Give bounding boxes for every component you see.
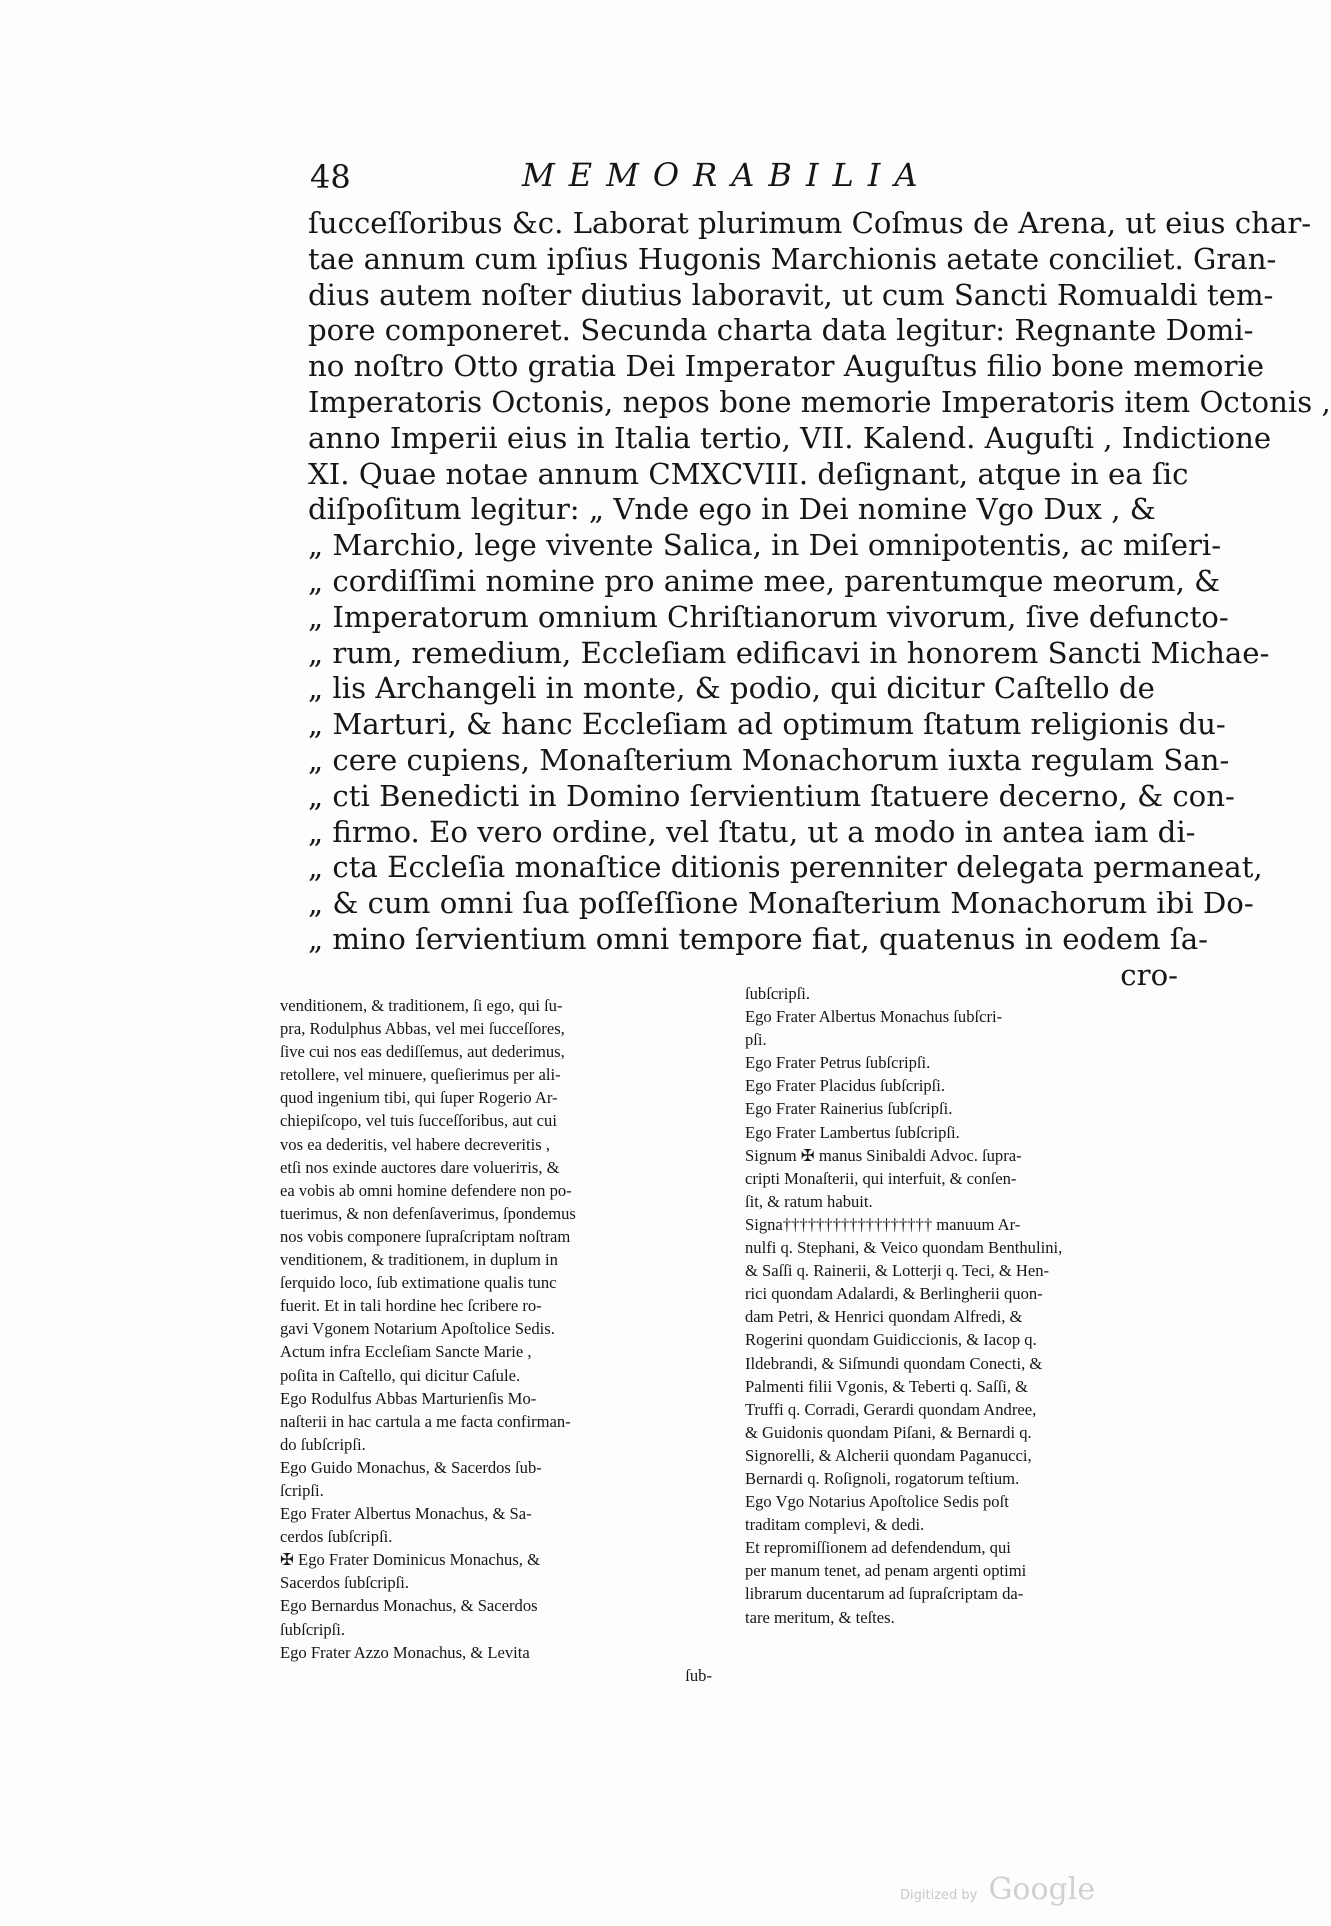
right-column-line: Et repromiſſionem ad defendendum, qui bbox=[745, 1538, 1011, 1558]
footnote-right-column bbox=[745, 982, 1190, 1629]
main-line: „ cti Benedicti in Domino ſervientium ſtatuere decerno, & con- bbox=[308, 778, 1235, 813]
left-column-line: ſive cui nos eas dediſſemus, aut dederimus, bbox=[280, 1042, 565, 1062]
right-column-line: dam Petri, & Henrici quondam Alfredi, & bbox=[745, 1307, 1023, 1327]
right-column-line: Ildebrandi, & Siſmundi quondam Conecti, & bbox=[745, 1353, 1043, 1373]
right-column-line: Signa†††††††††††††††††† manuum Ar- bbox=[745, 1214, 1021, 1234]
left-column-line: ſcripſi. bbox=[280, 1480, 324, 1500]
page-number: 48 bbox=[310, 158, 351, 196]
right-column-line: Ego Frater Lambertus ſubſcripſi. bbox=[745, 1122, 960, 1142]
right-column-line: & Saſſi q. Rainerii, & Lotterji q. Teci, & Hen- bbox=[745, 1261, 1050, 1281]
right-column-line: librarum ducentarum ad ſupraſcriptam da- bbox=[745, 1584, 1024, 1604]
left-column-line: cerdos ſubſcripſi. bbox=[280, 1527, 393, 1547]
watermark-prefix: Digitized by bbox=[900, 1888, 978, 1903]
right-column-line: ſit, & ratum habuit. bbox=[745, 1191, 873, 1211]
main-line: „ lis Archangeli in monte, & podio, qui dicitur Caſtello de bbox=[308, 671, 1155, 706]
right-column-line: Ego Frater Rainerius ſubſcripſi. bbox=[745, 1099, 953, 1119]
right-column-line: Truffi q. Corradi, Gerardi quondam Andree, bbox=[745, 1399, 1037, 1419]
left-column-line: chiepiſcopo, vel tuis ſucceſſoribus, aut cui bbox=[280, 1111, 557, 1131]
main-line: tae annum cum ipſius Hugonis Marchionis aetate conciliet. Gran- bbox=[308, 241, 1277, 276]
left-column-line: ✠ Ego Frater Dominicus Monachus, & bbox=[280, 1550, 541, 1570]
right-column-line: Ego Frater Placidus ſubſcripſi. bbox=[745, 1076, 946, 1096]
right-column-line: Ego Frater Albertus Monachus ſubſcri- bbox=[745, 1007, 1003, 1027]
left-column-catchword: ſub- bbox=[685, 1665, 712, 1685]
main-line: „ Imperatorum omnium Chriſtianorum vivorum, ſive defuncto- bbox=[308, 599, 1229, 634]
right-column-line: Signorelli, & Alcherii quondam Paganucci, bbox=[745, 1445, 1032, 1465]
left-column-line: gavi Vgonem Notarium Apoſtolice Sedis. bbox=[280, 1319, 555, 1339]
footnote-left-column bbox=[280, 994, 712, 1687]
main-line: dius autem noſter diutius laboravit, ut cum Sancti Romualdi tem- bbox=[308, 277, 1274, 312]
right-column-line: cripti Monaſterii, qui interfuit, & conſen- bbox=[745, 1168, 1017, 1188]
watermark-brand: Google bbox=[988, 1872, 1096, 1907]
main-line: ſucceſſoribus &c. Laborat plurimum Coſmus de Arena, ut eius char- bbox=[308, 206, 1312, 240]
main-line: „ Marturi, & hanc Eccleſiam ad optimum ſtatum religionis du- bbox=[308, 707, 1226, 742]
left-column-line: retollere, vel minuere, queſierimus per ali- bbox=[280, 1065, 561, 1085]
left-column-line: Actum infra Eccleſiam Sancte Marie , bbox=[280, 1342, 532, 1362]
main-line: no noſtro Otto gratia Dei Imperator Auguſtus filio bone memorie bbox=[308, 349, 1265, 384]
main-line: anno Imperii eius in Italia tertio, VII. Kalend. Auguſti , Indictione bbox=[308, 420, 1272, 455]
right-column-line: Bernardi q. Roſignoli, rogatorum teſtium. bbox=[745, 1468, 1020, 1488]
left-column-line: ea vobis ab omni homine defendere non po- bbox=[280, 1180, 572, 1200]
right-column-line: pſi. bbox=[745, 1030, 767, 1050]
main-line: pore componeret. Secunda charta data legitur: Regnante Domi- bbox=[308, 313, 1254, 348]
main-line: „ rum, remedium, Eccleſiam edificavi in honorem Sancti Michae- bbox=[308, 635, 1270, 670]
right-column-line: ſubſcripſi. bbox=[745, 984, 810, 1003]
left-column-line: tuerimus, & non defenſaverimus, ſpondemus bbox=[280, 1203, 576, 1223]
left-column-line: quod ingenium tibi, qui ſuper Rogerio Ar- bbox=[280, 1088, 558, 1108]
left-column-line: venditionem, & traditionem, ſi ego, qui ſu- bbox=[280, 996, 563, 1015]
main-line: „ mino ſervientium omni tempore fiat, quatenus in eodem ſa- bbox=[308, 921, 1209, 956]
running-title: MEMORABILIA bbox=[522, 156, 932, 194]
digitization-watermark bbox=[900, 1872, 1095, 1907]
right-column-line: traditam complevi, & dedi. bbox=[745, 1515, 925, 1535]
right-column-line: rici quondam Adalardi, & Berlingherii quon- bbox=[745, 1284, 1043, 1304]
main-text-block bbox=[308, 206, 1331, 994]
main-line: Imperatoris Octonis, nepos bone memorie Imperatoris item Octonis , bbox=[308, 384, 1331, 419]
left-column-line: venditionem, & traditionem, in duplum in bbox=[280, 1250, 558, 1270]
main-line: „ cordiſſimi nomine pro anime mee, parentumque meorum, & bbox=[308, 563, 1221, 598]
left-column-line: Ego Frater Azzo Monachus, & Levita bbox=[280, 1642, 530, 1662]
right-column-line: Rogerini quondam Guidiccionis, & Iacop q. bbox=[745, 1330, 1037, 1350]
left-column-line: vos ea dederitis, vel habere decreveritis , bbox=[280, 1134, 550, 1154]
right-column-line: tare meritum, & teſtes. bbox=[745, 1607, 895, 1627]
left-column-line: Ego Frater Albertus Monachus, & Sa- bbox=[280, 1504, 532, 1524]
left-column-line: Sacerdos ſubſcripſi. bbox=[280, 1573, 410, 1593]
right-column-line: Palmenti filii Vgonis, & Teberti q. Saſſi, & bbox=[745, 1376, 1029, 1396]
left-column-line: ſerquido loco, ſub extimatione qualis tunc bbox=[280, 1273, 557, 1293]
right-column-line: Ego Vgo Notarius Apoſtolice Sedis poſt bbox=[745, 1492, 1009, 1512]
main-line: diſpoſitum legitur: „ Vnde ego in Dei nomine Vgo Dux , & bbox=[308, 492, 1156, 527]
left-column-line: Ego Bernardus Monachus, & Sacerdos bbox=[280, 1596, 538, 1616]
main-line: „ firmo. Eo vero ordine, vel ſtatu, ut a modo in antea iam di- bbox=[308, 814, 1196, 849]
left-column-line: poſita in Caſtello, qui dicitur Caſule. bbox=[280, 1365, 521, 1385]
left-column-line: etſi nos exinde auctores dare voluerітis, & bbox=[280, 1157, 560, 1177]
right-column-line: nulfi q. Stephani, & Veico quondam Benthulini, bbox=[745, 1238, 1063, 1258]
left-column-line: pra, Rodulphus Abbas, vel mei ſucceſſores, bbox=[280, 1019, 565, 1039]
left-column-line: naſterii in hac cartula a me facta confirman- bbox=[280, 1411, 571, 1431]
right-column-line: Ego Frater Petrus ſubſcripſi. bbox=[745, 1053, 931, 1073]
left-column-line: do ſubſcripſi. bbox=[280, 1434, 366, 1454]
main-line: XI. Quae notae annum CMXCVIII. deſignant, atque in ea ſic bbox=[308, 456, 1189, 491]
right-column-line: & Guidonis quondam Piſani, & Bernardi q. bbox=[745, 1422, 1032, 1442]
right-column-line: per manum tenet, ad penam argenti optimi bbox=[745, 1561, 1027, 1581]
catchword: cro- bbox=[1120, 957, 1178, 992]
main-line: „ & cum omni ſua poſſeſſione Monaſterium Monachorum ibi Do- bbox=[308, 886, 1254, 921]
main-line: „ cta Eccleſia monaſtice ditionis perenniter delegata permaneat, bbox=[308, 850, 1263, 885]
left-column-line: nos vobis componere ſupraſcriptam noſtram bbox=[280, 1226, 571, 1246]
right-column-line: Signum ✠ manus Sinibaldi Advoc. ſupra- bbox=[745, 1145, 1022, 1165]
main-line: „ cere cupiens, Monaſterium Monachorum iuxta regulam San- bbox=[308, 742, 1230, 777]
left-column-line: Ego Guido Monachus, & Sacerdos ſub- bbox=[280, 1457, 542, 1477]
left-column-line: Ego Rodulfus Abbas Marturienſis Mo- bbox=[280, 1388, 537, 1408]
main-line: „ Marchio, lege vivente Salica, in Dei omnipotentis, ac miſeri- bbox=[308, 528, 1222, 563]
page-header bbox=[310, 152, 950, 202]
left-column-line: ſubſcripſi. bbox=[280, 1619, 345, 1639]
left-column-line: fuerit. Et in tali hordine hec ſcribere ro- bbox=[280, 1296, 542, 1316]
